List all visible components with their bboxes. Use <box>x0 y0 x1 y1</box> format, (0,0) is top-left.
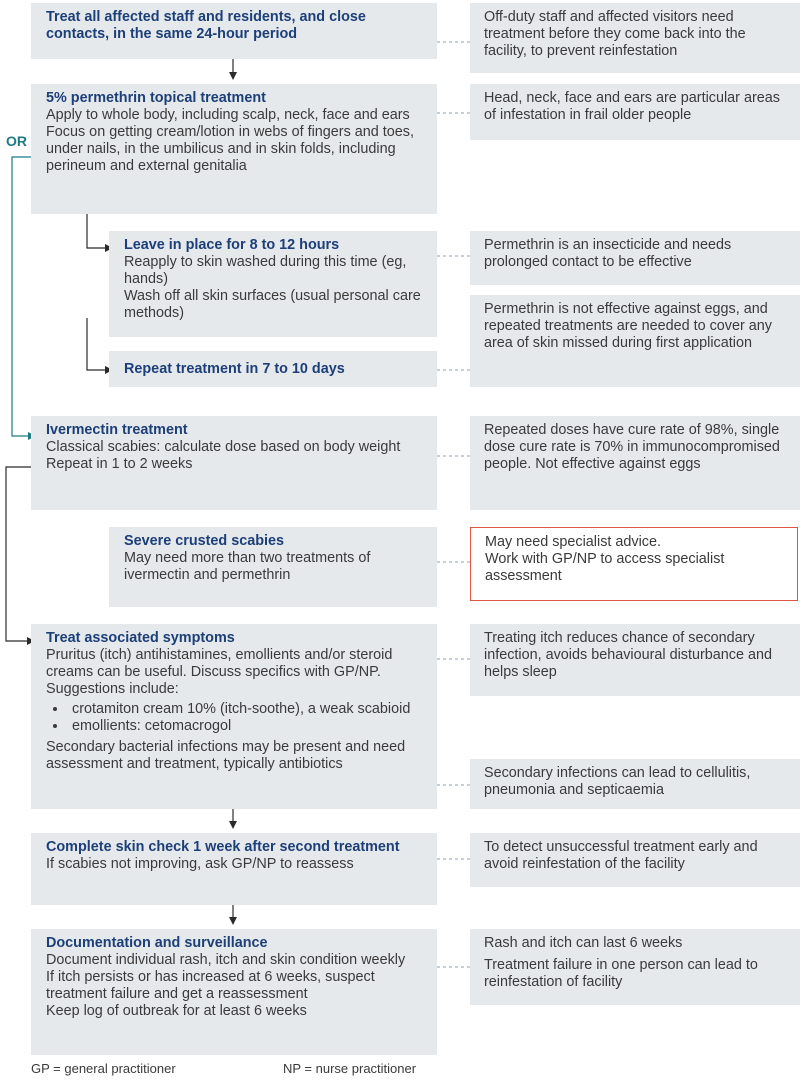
or-label: OR <box>6 133 27 149</box>
note-text: Rash and itch can last 6 weeks <box>484 935 683 951</box>
list-item: • emollients: cetomacrogol <box>68 718 427 735</box>
note-text: Permethrin is an insecticide and needs prolonged contact to be effective <box>484 237 732 270</box>
note-cure-rate <box>470 416 800 510</box>
step-skin-check <box>31 833 437 905</box>
step-text: Repeat in 1 to 2 weeks <box>46 455 193 472</box>
step-title: Treat associated symptoms <box>46 630 235 646</box>
note-off-duty <box>470 3 800 73</box>
note-eggs <box>470 295 800 387</box>
step-text: Pruritus (itch) antihistamines, emollients and/or steroid creams can be useful. Discuss specifics with GP/NP. Suggestions include: <box>46 646 393 697</box>
note-text: Permethrin is not effective against eggs, and repeated treatments are needed to cover any area of skin missed during first application <box>484 301 772 351</box>
step-text: Document individual rash, itch and skin condition weekly <box>46 951 406 968</box>
step-text: If itch persists or has increased at 6 weeks, suspect treatment failure and get a reassessment <box>46 968 375 1002</box>
footer-gp: GP = general practitioner <box>31 1061 176 1076</box>
step-title: Treat all affected staff and residents, and close contacts, in the same 24-hour period <box>46 9 366 42</box>
step-title: Repeat treatment in 7 to 10 days <box>124 361 345 377</box>
note-detect <box>470 833 800 887</box>
step-documentation <box>31 929 437 1055</box>
step-permethrin <box>31 84 437 214</box>
step-text: Secondary bacterial infections may be present and need assessment and treatment, typically antibiotics <box>46 738 406 772</box>
note-text: Work with GP/NP to access specialist assessment <box>485 550 725 584</box>
step-text: If scabies not improving, ask GP/NP to reassess <box>46 855 354 872</box>
step-repeat-treatment <box>109 351 437 387</box>
step-text: Wash off all skin surfaces (usual personal care methods) <box>124 287 421 321</box>
step-title: Ivermectin treatment <box>46 422 188 438</box>
step-crusted-scabies <box>109 527 437 607</box>
step-title: Documentation and surveillance <box>46 935 268 951</box>
step-ivermectin <box>31 416 437 510</box>
step-text: Classical scabies: calculate dose based on body weight <box>46 438 401 455</box>
note-rash <box>470 929 800 1005</box>
step-text: Reapply to skin washed during this time (eg, hands) <box>124 253 407 287</box>
note-text: Treating itch reduces chance of secondary infection, avoids behavioural disturbance and helps sleep <box>484 630 773 680</box>
note-text: Treatment failure in one person can lead to reinfestation of facility <box>484 956 758 990</box>
note-insecticide <box>470 231 800 285</box>
step-title: Complete skin check 1 week after second treatment <box>46 839 400 855</box>
note-text: Head, neck, face and ears are particular areas of infestation in frail older people <box>484 90 780 123</box>
note-text: May need specialist advice. <box>485 534 661 550</box>
note-itch <box>470 624 800 696</box>
arrow-leave-to-repeat <box>87 318 111 370</box>
step-associated-symptoms <box>31 624 437 809</box>
note-text: Repeated doses have cure rate of 98%, single dose cure rate is 70% in immunocompromised people. Not effective against eggs <box>484 422 780 472</box>
arrow-permethrin-to-leave <box>87 214 111 248</box>
note-text: To detect unsuccessful treatment early and avoid reinfestation of the facility <box>484 839 758 872</box>
footer-np: NP = nurse practitioner <box>283 1061 417 1076</box>
step-treat-all <box>31 3 437 59</box>
note-text: Off-duty staff and affected visitors need treatment before they come back into the facility, to prevent reinfestation <box>484 9 746 59</box>
note-secondary-infection <box>470 759 800 809</box>
suggestion-list <box>46 701 427 735</box>
step-text: May need more than two treatments of ivermectin and permethrin <box>124 549 371 583</box>
step-title: 5% permethrin topical treatment <box>46 90 266 106</box>
note-text: Secondary infections can lead to cellulitis, pneumonia and septicaemia <box>484 765 751 798</box>
step-title: Leave in place for 8 to 12 hours <box>124 237 340 253</box>
step-text: Focus on getting cream/lotion in webs of fingers and toes, under nails, in the umbilicus and in skin folds, including perineum and external genitalia <box>46 123 414 174</box>
note-specialist-advice <box>470 527 798 601</box>
step-text: Apply to whole body, including scalp, neck, face and ears <box>46 106 410 123</box>
list-item: • crotamiton cream 10% (itch-soothe), a weak scabioid <box>68 701 427 718</box>
note-head-neck <box>470 84 800 140</box>
step-text: Keep log of outbreak for at least 6 weeks <box>46 1002 307 1019</box>
step-title: Severe crusted scabies <box>124 533 284 549</box>
step-leave-in-place <box>109 231 437 337</box>
